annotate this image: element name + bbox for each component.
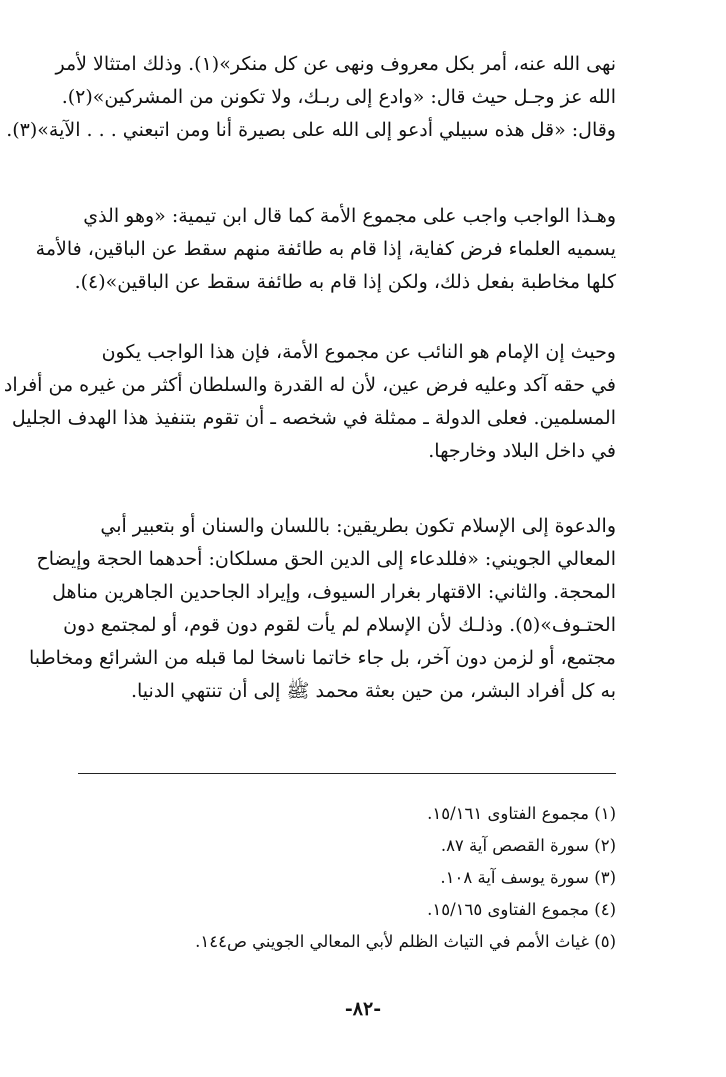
text-line: المحجة. والثاني: الاقتهار بغرار السيوف، وإيراد الجاحدين الجاهرين مناهل	[52, 581, 616, 603]
footnote-5: (٥) غياث الأمم في التياث الظلم لأبي المعالي الجويني ص١٤٤.	[195, 932, 616, 951]
footnote-divider	[78, 773, 616, 774]
page-number: -٨٢-	[344, 998, 382, 1020]
text-line: كلها مخاطبة بفعل ذلك، ولكن إذا قام به طائفة سقط عن الباقين»(٤).	[74, 271, 616, 293]
paragraph-3	[3, 336, 616, 468]
text-line: في حقه آكد وعليه فرض عين، لأن له القدرة والسلطان أكثر من غيره من أفراد	[3, 374, 616, 396]
text-line: الله عز وجـل حيث قال: «وادع إلى ربـك، ولا تكونن من المشركين»(٢).	[61, 86, 616, 108]
footnotes	[96, 798, 616, 958]
paragraph-1	[6, 48, 616, 147]
paragraph-2	[35, 200, 616, 299]
text-line: في داخل البلاد وخارجها.	[428, 440, 616, 462]
footnote-2: (٢) سورة القصص آية ٨٧.	[440, 836, 616, 855]
paragraph-4	[28, 510, 616, 708]
text-line: نهى الله عنه، أمر بكل معروف ونهى عن كل منكر»(١). وذلك امتثالا لأمر	[55, 53, 616, 75]
text-line: وقال: «قل هذه سبيلي أدعو إلى الله على بصيرة أنا ومن اتبعني . . . الآية»(٣).	[6, 119, 616, 141]
text-line: المعالي الجويني: «فللدعاء إلى الدين الحق مسلكان: أحدهما الحجة وإيضاح	[36, 548, 616, 570]
text-line: به كل أفراد البشر، من حين بعثة محمد ﷺ إلى أن تنتهي الدنيا.	[130, 680, 616, 702]
text-line: يسميه العلماء فرض كفاية، إذا قام به طائفة منهم سقط عن الباقين، فالأمة	[35, 238, 616, 260]
text-line: وهـذا الواجب واجب على مجموع الأمة كما قال ابن تيمية: «وهو الذي	[83, 205, 616, 227]
text-line: المسلمين. فعلى الدولة ـ ممثلة في شخصه ـ أن تقوم بتنفيذ هذا الهدف الجليل	[11, 407, 616, 429]
footnote-3: (٣) سورة يوسف آية ١٠٨.	[440, 868, 616, 887]
footnote-4: (٤) مجموع الفتاوى ١٥/١٦٥.	[427, 900, 616, 919]
footnote-1: (١) مجموع الفتاوى ١٥/١٦١.	[427, 804, 616, 823]
text-line: مجتمع، أو لزمن دون آخر، بل جاء خاتما ناسخا لما قبله من الشرائع ومخاطبا	[28, 647, 616, 669]
text-line: وحيث إن الإمام هو النائب عن مجموع الأمة، فإن هذا الواجب يكون	[101, 341, 616, 363]
text-line: الحتـوف»(٥). وذلـك لأن الإسلام لم يأت لقوم دون قوم، أو لمجتمع دون	[63, 614, 616, 636]
text-line: والدعوة إلى الإسلام تكون بطريقين: باللسان والسنان أو بتعبير أبي	[100, 515, 616, 537]
